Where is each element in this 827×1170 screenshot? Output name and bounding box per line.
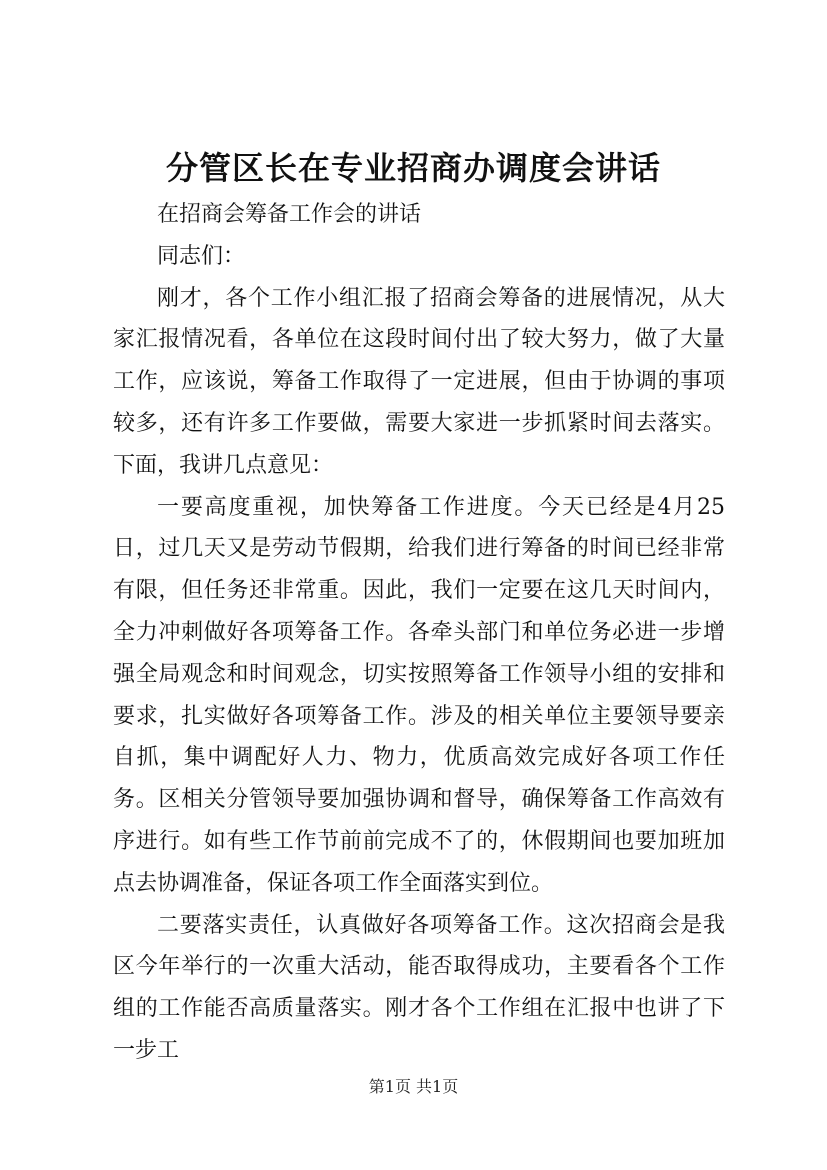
paragraph-salutation: 同志们： (157, 243, 246, 269)
paragraph-point-one: 一要高度重视，加快筹备工作进度。今天已经是4月25日，过几天又是劳动节假期，给我们进行筹备的时间已经非常有限，但任务还非常重。因此，我们一定要在这几天时间内，全力冲刺做好各项筹备工作。各牵头部门和单位务必进一步增强全局观念和时间观念，切实按照筹备工作领导小组的安排和要求，扎实做好各项筹备工作。涉及的相关单位主要领导要亲自抓，集中调配好人力、物力，优质高效完成好各项工作任务。区相关分管领导要加强协调和督导，确保筹备工作高效有序进行。如有些工作节前前完成不了的，休假期间也要加班加点去协调准备，保证各项工作全面落实到位。 (113, 494, 725, 896)
page-footer: 第1页 共1页 (368, 1077, 459, 1096)
paragraph-subtitle: 在招商会筹备工作会的讲话 (157, 202, 422, 227)
document-title: 分管区长在专业招商办调度会讲话 (165, 149, 661, 187)
paragraph-point-two: 二要落实责任，认真做好各项筹备工作。这次招商会是我区今年举行的一次重大活动，能否取得成功，主要看各个工作组的工作能否高质量落实。刚才各个工作组在汇报中也讲了下一步工 (113, 912, 725, 1063)
document-body (113, 194, 725, 1072)
paragraph-intro: 刚才，各个工作小组汇报了招商会筹备的进展情况，从大家汇报情况看，各单位在这段时间付出了较大努力，做了大量工作，应该说，筹备工作取得了一定进展，但由于协调的事项较多，还有许多工作要做，需要大家进一步抓紧时间去落实。下面，我讲几点意见： (113, 285, 725, 478)
